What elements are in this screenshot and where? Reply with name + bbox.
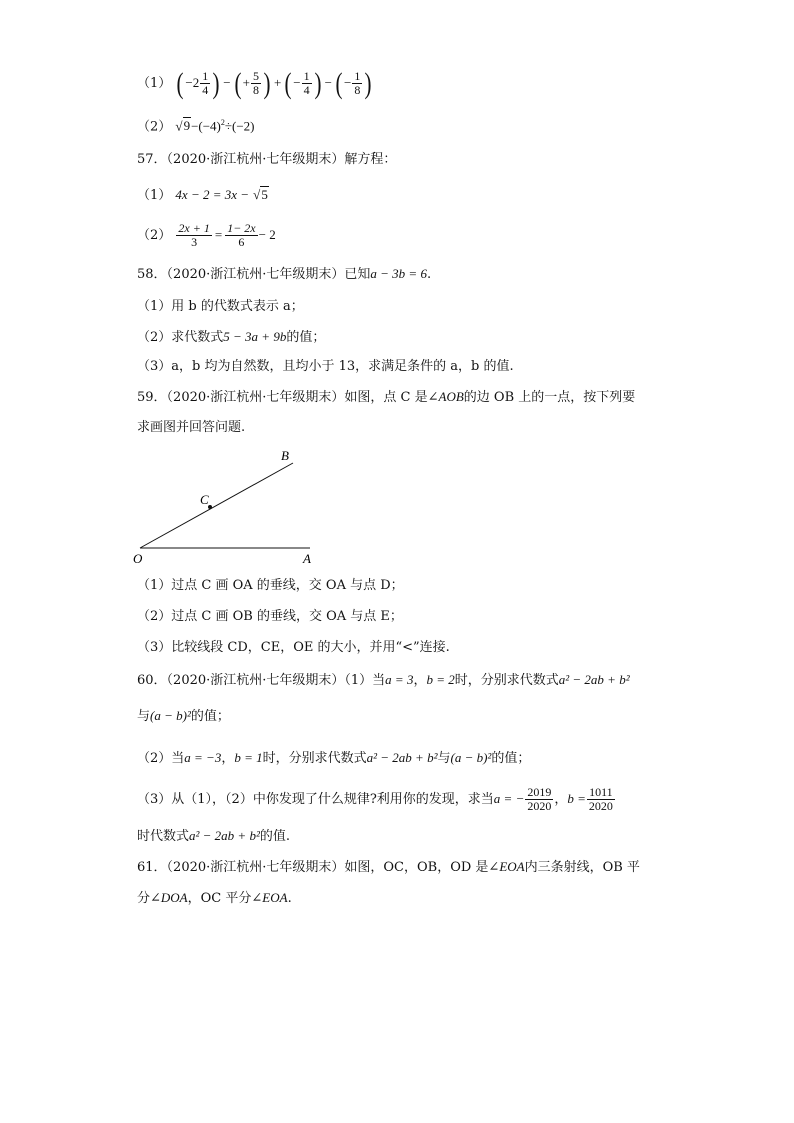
q59-part2: （2）过点 C 画 OB 的垂线，交 OA 与点 E； <box>137 609 403 624</box>
q57-part1: （1） 4x − 2 = 3x − √5 <box>137 187 268 203</box>
q57-part2: （2） $\frac{2x + 1}{3}$ = $\frac{1- 2x}{6}$ − 2 <box>137 221 276 249</box>
q58-part1: （1）用 b 的代数式表示 a； <box>137 299 304 314</box>
q60-part3-line2: 时代数式a² − 2ab + b²的值. <box>137 828 290 844</box>
q59-heading: 59．（2020·浙江杭州·七年级期末）如图，点 C 是∠AOB的边 OB 上的一点，按下列要 <box>137 389 636 405</box>
q59-heading-line2: 求画图并回答问题. <box>137 420 246 435</box>
q60-heading-line2: 与(a − b)²的值； <box>137 708 230 724</box>
label-c: C <box>200 492 209 507</box>
q56-part1-label: （1） <box>137 76 172 91</box>
label-b: B <box>281 448 289 463</box>
label-o: O <box>133 551 143 566</box>
ray-ob <box>140 463 293 548</box>
q56-a-whole: −2 <box>185 75 200 90</box>
q61-heading: 61．（2020·浙江杭州·七年级期末）如图，OC，OB，OD 是∠EOA内三条射线，OB 平 <box>137 859 640 875</box>
q60-heading: 60．（2020·浙江杭州·七年级期末）（1）当a = 3，b = 2时，分别求代数式a² − 2ab + b² <box>137 672 630 688</box>
q60-part2: （2）当a = −3，b = 1时，分别求代数式a² − 2ab + b²与(a − b)²的值； <box>137 750 531 766</box>
q61-heading-line2: 分∠DOA，OC 平分∠EOA. <box>137 890 292 906</box>
q58-part3: （3）a，b 均为自然数，且均小于 13，求满足条件的 a，b 的值. <box>137 359 514 374</box>
q59-part1: （1）过点 C 画 OA 的垂线，交 OA 与点 D； <box>137 578 404 593</box>
angle-figure <box>0 445 794 575</box>
q60-part3: （3）从（1），（2）中你发现了什么规律?利用你的发现，求当a = − $\frac{2019}{2020}$ ，b = $\frac{1011}{2020}$ <box>137 785 613 813</box>
q57-heading: 57．（2020·浙江杭州·七年级期末）解方程： <box>137 152 397 167</box>
q56-part1: （1） ( −2 $\frac{1}{4}$ ) − ( + $\frac{5}{8}$ ) + ( − $\frac{1}{4}$ ) − ( − $\frac{1}{8}$ ) <box>137 66 372 100</box>
q58-part2: （2）求代数式5 − 3a + 9b的值； <box>137 329 326 345</box>
q58-heading: 58．（2020·浙江杭州·七年级期末）已知a − 3b = 6. <box>137 266 432 282</box>
q56-part2: （2） $√9-(-4)^2\div(-2)$ <box>137 118 255 135</box>
label-a: A <box>303 551 311 566</box>
q59-part3: （3）比较线段 CD，CE，OE 的大小，并用“<”连接. <box>137 640 450 655</box>
